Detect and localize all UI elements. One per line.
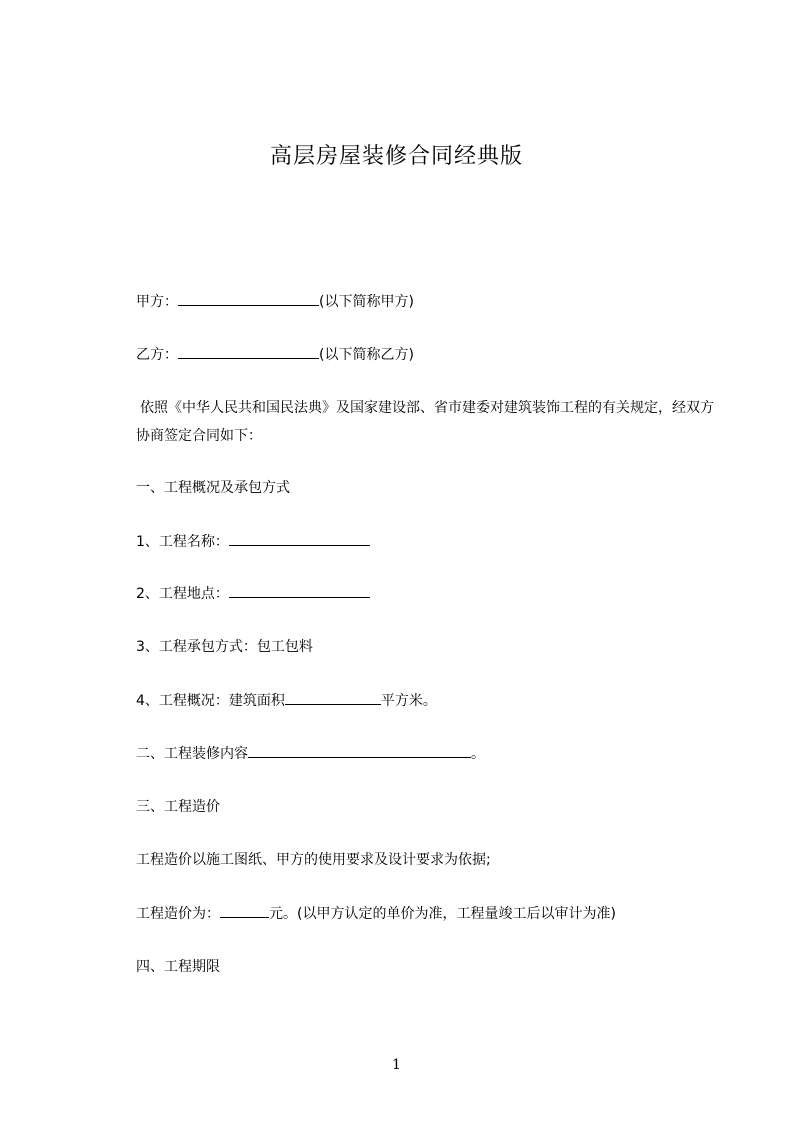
price-blank[interactable]: [220, 903, 269, 918]
price-line: [136, 903, 616, 924]
section-1-heading: 一、工程概况及承包方式: [136, 480, 290, 496]
party-b-line: [136, 344, 414, 365]
project-overview-label: 4、工程概况：建筑面积: [136, 693, 285, 709]
party-a-suffix: (以下简称甲方): [319, 294, 414, 310]
party-b-blank[interactable]: [178, 344, 319, 359]
page-number: 1: [392, 1057, 401, 1073]
party-a-blank[interactable]: [178, 291, 319, 306]
contract-method-line: 3、工程承包方式：包工包料: [136, 639, 313, 655]
preamble-paragraph: 依照《中华人民共和国民法典》及国家建设部、省市建委对建筑装饰工程的有关规定，经双方协商签定合同如下：: [136, 400, 714, 444]
document-title: 高层房屋装修合同经典版: [269, 144, 523, 169]
section-2-suffix: 。: [471, 746, 485, 762]
section-3-heading: 三、工程造价: [136, 799, 220, 815]
project-overview-suffix: 平方米。: [380, 693, 437, 709]
section-2-heading: [136, 743, 485, 764]
project-overview-line: [136, 690, 437, 711]
project-name-blank[interactable]: [229, 531, 370, 546]
price-basis-line: 工程造价以施工图纸、甲方的使用要求及设计要求为依据;: [136, 852, 491, 868]
project-location-line: [136, 583, 370, 604]
party-b-label: 乙方：: [136, 347, 178, 363]
project-location-label: 2、工程地点：: [136, 586, 229, 602]
building-area-blank[interactable]: [285, 690, 381, 705]
section-2-label: 二、工程装修内容: [136, 746, 248, 762]
party-a-line: [136, 291, 414, 312]
party-b-suffix: (以下简称乙方): [319, 347, 414, 363]
price-suffix: 元。(以甲方认定的单价为准，工程量竣工后以审计为准): [269, 906, 616, 922]
party-a-label: 甲方：: [136, 294, 178, 310]
section-4-heading: 四、工程期限: [136, 959, 220, 975]
project-name-line: [136, 531, 370, 552]
decoration-content-blank[interactable]: [248, 743, 471, 758]
price-label: 工程造价为：: [136, 906, 220, 922]
project-location-blank[interactable]: [229, 583, 370, 598]
project-name-label: 1、工程名称：: [136, 534, 229, 550]
